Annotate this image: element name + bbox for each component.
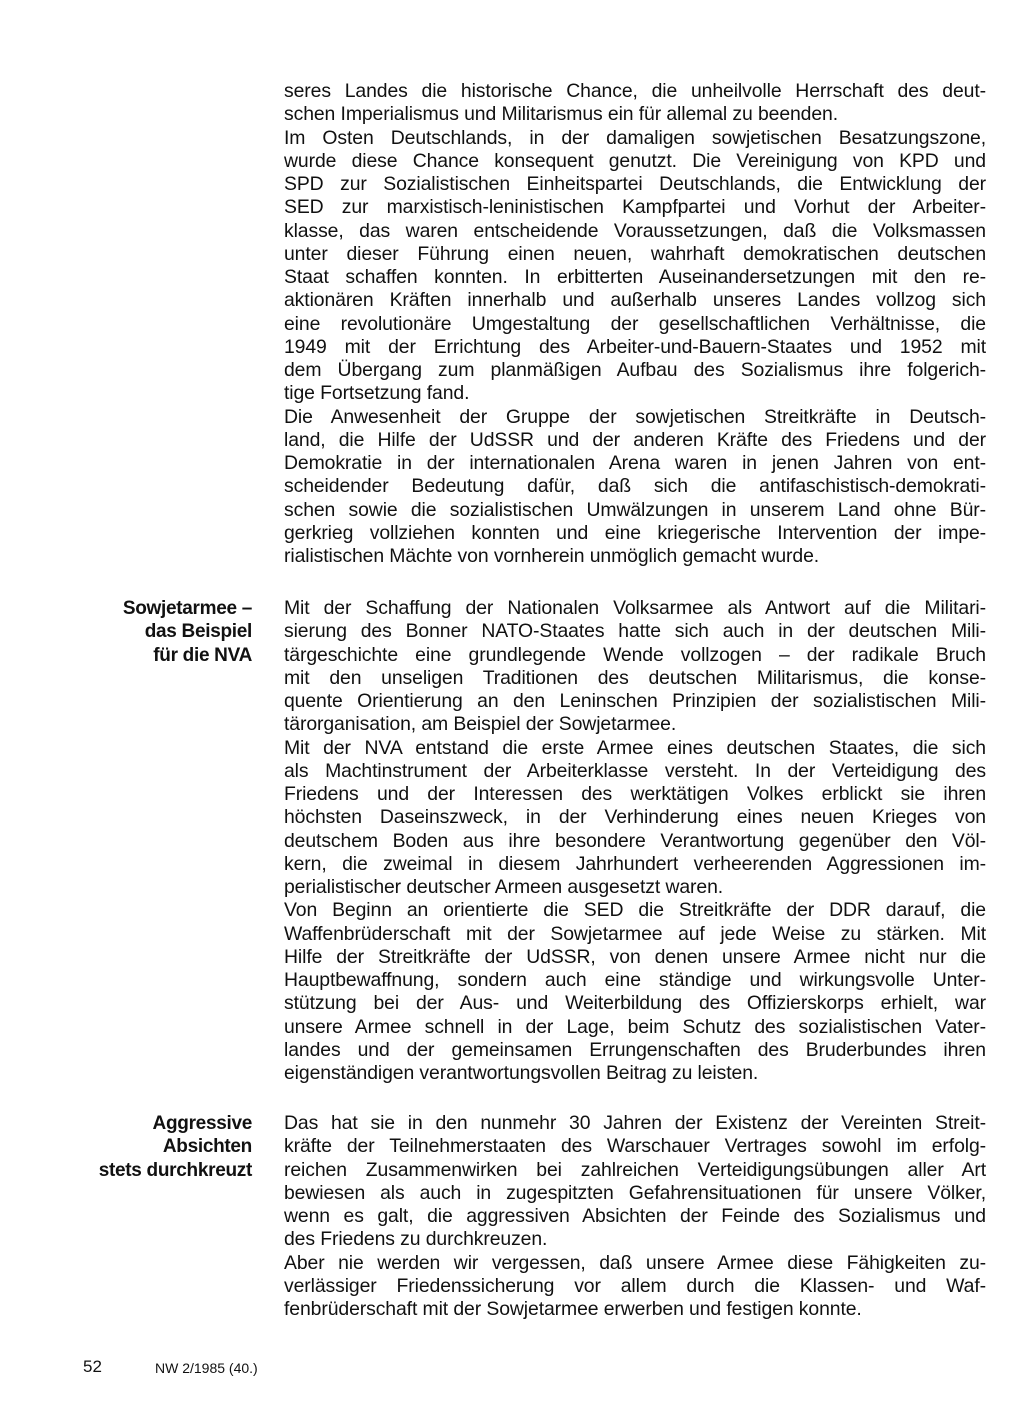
text-line: kräfte der Teilnehmerstaaten des Warschauer Vertrages sowohl im erfolg- (284, 1135, 986, 1158)
text-line: schen sowie die sozialistischen Umwälzungen in unserem Land ohne Bür- (284, 498, 986, 521)
text-line: höchsten Daseinszweck, in der Verhinderung eines neuen Krieges von (284, 806, 986, 829)
text-line: seres Landes die historische Chance, die unheilvolle Herrschaft des deut- (284, 80, 986, 102)
body-text-block-1 (284, 80, 986, 568)
text-line: rialistischen Mächte von vornherein unmöglich gemacht wurde. (284, 545, 820, 567)
text-line: Hilfe der Streitkräfte der UdSSR, von denen unsere Armee nicht nur die (284, 945, 986, 968)
body-text-block-3 (284, 1112, 986, 1321)
text-line: deutschem Boden aus ihre besondere Verantwortung gegenüber den Völ- (284, 829, 986, 852)
margin-heading-line: Aggressive (152, 1113, 252, 1134)
margin-heading-line: Sowjetarmee – (122, 598, 252, 619)
text-line: wenn es galt, die aggressiven Absichten der Feinde des Sozialismus und (284, 1205, 986, 1227)
text-line: Die Anwesenheit der Gruppe der sowjetischen Streitkräfte in Deutsch- (284, 405, 986, 428)
text-line: Aber nie werden wir vergessen, daß unsere Armee diese Fähigkeiten zu- (284, 1251, 986, 1274)
text-line: SED zur marxistisch-leninistischen Kampfpartei und Vorhut der Arbeiter- (284, 196, 986, 219)
text-line: wurde diese Chance konsequent genutzt. Die Vereinigung von KPD und (284, 149, 986, 172)
text-line: eigenständigen verantwortungsvollen Beitrag zu leisten. (284, 1062, 759, 1084)
text-line: verlässiger Friedenssicherung vor allem durch die Klassen- und Waf- (284, 1274, 986, 1297)
text-line: Demokratie in der internationalen Arena waren in jenen Jahren von ent- (284, 452, 986, 474)
text-line: klasse, das waren entscheidende Voraussetzungen, daß die Volksmassen (284, 219, 986, 242)
text-line: fenbrüderschaft mit der Sowjetarmee erwerben und festigen konnte. (284, 1298, 862, 1320)
body-text-block-2 (284, 597, 986, 1085)
margin-heading-line: Absichten (162, 1136, 252, 1158)
text-line: 1949 mit der Errichtung des Arbeiter-und-Bauern-Staates und 1952 mit (284, 335, 986, 358)
text-line: sierung des Bonner NATO-Staates hatte sich auch in der deutschen Mili- (284, 620, 986, 643)
text-line: landes und der gemeinsamen Errungenschaften des Bruderbundes ihren (284, 1038, 986, 1061)
text-line: gerkrieg vollziehen konnten und eine kriegerische Intervention der impe- (284, 521, 986, 544)
text-line: bewiesen als auch in zugespitzten Gefahrensituationen für unsere Völker, (284, 1181, 986, 1204)
text-line: Mit der NVA entstand die erste Armee eines deutschen Staates, die sich (284, 736, 986, 759)
text-line: tärorganisation, am Beispiel der Sowjetarmee. (284, 713, 677, 736)
margin-heading-sowjetarmee (70, 597, 252, 667)
text-line: tärgeschichte eine grundlegende Wende vollzogen – der radikale Bruch (284, 643, 986, 666)
text-line: land, die Hilfe der UdSSR und der anderen Kräfte des Friedens und der (284, 428, 986, 451)
text-line: Mit der Schaffung der Nationalen Volksarmee als Antwort auf die Militari- (284, 597, 986, 619)
text-line: Waffenbrüderschaft mit der Sowjetarmee auf jede Weise zu stärken. Mit (284, 922, 986, 945)
text-line: Im Osten Deutschlands, in der damaligen sowjetischen Besatzungszone, (284, 126, 986, 149)
text-line: SPD zur Sozialistischen Einheitspartei Deutschlands, die Entwicklung der (284, 173, 986, 195)
issue-reference: NW 2/1985 (40.) (155, 1360, 258, 1376)
text-line: schen Imperialismus und Militarismus ein für allemal zu beenden. (284, 103, 839, 126)
margin-heading-aggressive (70, 1112, 252, 1182)
text-line: scheidender Bedeutung dafür, daß sich die antifaschistisch-demokrati- (284, 475, 986, 498)
text-line: reichen Zusammenwirken bei zahlreichen Verteidigungsübungen aller Art (284, 1158, 986, 1181)
text-line: perialistischer deutscher Armeen ausgesetzt waren. (284, 876, 724, 898)
text-line: mit den unseligen Traditionen des deutschen Militarismus, die konse- (284, 666, 986, 689)
text-line: quente Orientierung an den Leninschen Prinzipien der sozialistischen Mili- (284, 690, 986, 712)
margin-heading-line: für die NVA (153, 644, 252, 666)
text-line: Friedens und der Interessen des werktätigen Volkes erblickt sie ihren (284, 783, 986, 805)
text-line: aktionären Kräften innerhalb und außerhalb unseres Landes vollzog sich (284, 289, 986, 312)
page-number: 52 (83, 1357, 102, 1376)
text-line: kern, die zweimal in diesem Jahrhundert verheerenden Aggressionen im- (284, 852, 986, 875)
text-line: unsere Armee schnell in der Lage, beim Schutz des sozialistischen Vater- (284, 1015, 986, 1038)
text-line: eine revolutionäre Umgestaltung der gesellschaftlichen Verhältnisse, die (284, 312, 986, 335)
text-line: Das hat sie in den nunmehr 30 Jahren der Existenz der Vereinten Streit- (284, 1112, 986, 1134)
text-line: des Friedens zu durchkreuzen. (284, 1228, 548, 1251)
text-line: tige Fortsetzung fand. (284, 382, 470, 405)
text-line: unter dieser Führung einen neuen, wahrhaft demokratischen deutschen (284, 242, 986, 265)
text-line: dem Übergang zum planmäßigen Aufbau des Sozialismus ihre folgerich- (284, 359, 986, 381)
text-line: Hauptbewaffnung, sondern auch eine ständige und wirkungsvolle Unter- (284, 969, 986, 991)
text-line: Staat schaffen konnten. In erbitterten Auseinandersetzungen mit den re- (284, 266, 986, 288)
margin-heading-line: das Beispiel (144, 621, 252, 643)
text-line: als Machtinstrument der Arbeiterklasse versteht. In der Verteidigung des (284, 759, 986, 782)
margin-heading-line: stets durchkreuzt (98, 1159, 252, 1181)
text-line: stützung bei der Aus- und Weiterbildung des Offizierskorps erhielt, war (284, 992, 986, 1015)
text-line: Von Beginn an orientierte die SED die Streitkräfte der DDR darauf, die (284, 899, 986, 922)
